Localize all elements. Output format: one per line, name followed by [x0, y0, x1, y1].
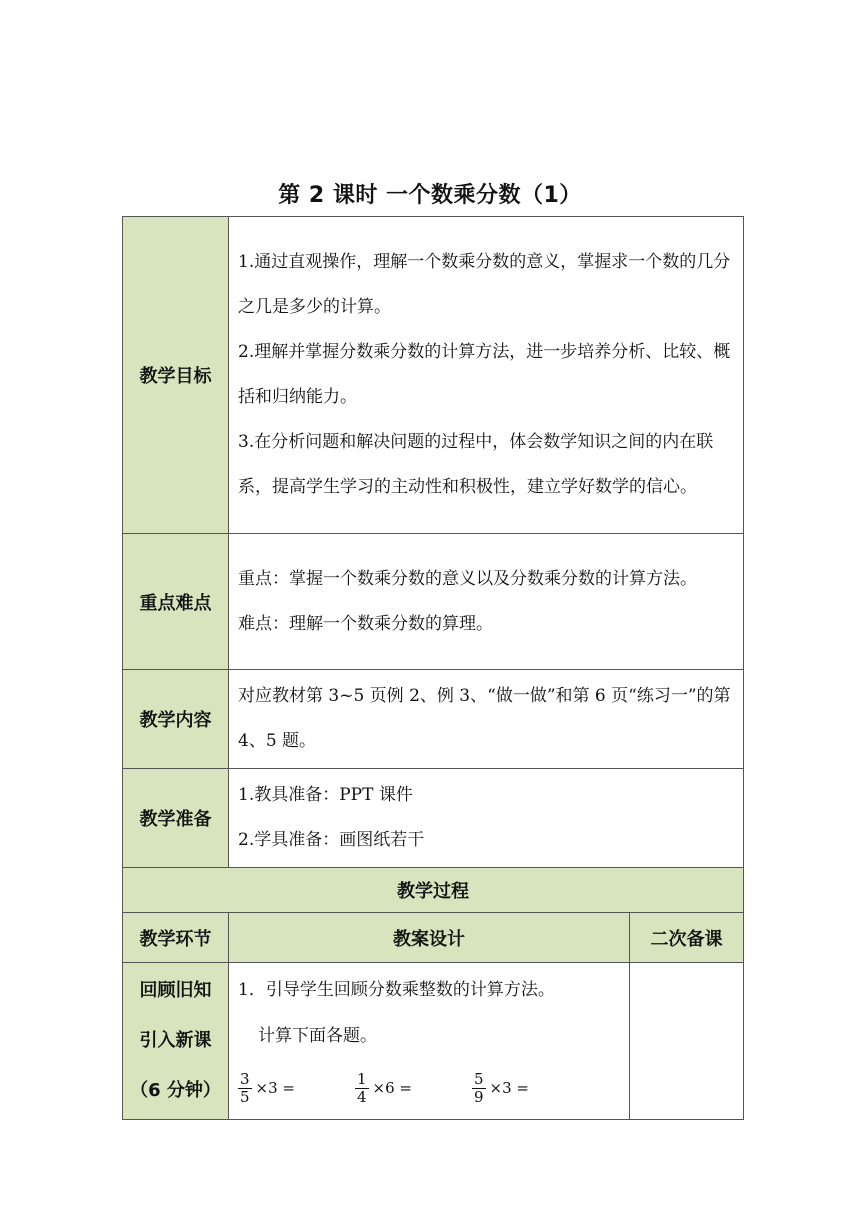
- objective-2: 2.理解并掌握分数乘分数的计算方法，进一步培养分析、比较、概括和归纳能力。: [238, 342, 731, 407]
- stage-task: 计算下面各题。: [258, 1026, 377, 1046]
- content-row: [123, 670, 744, 769]
- keypoints-content: [229, 534, 744, 670]
- stage-label-line-1: 回顾旧知: [139, 980, 212, 1001]
- expression-rest: ×3 =: [489, 1079, 529, 1097]
- page-title: 第 2 课时 一个数乘分数（1）: [278, 183, 582, 208]
- keypoint-difficulty: 难点：理解一个数乘分数的算理。: [238, 613, 493, 634]
- expression-rest: ×3 =: [255, 1079, 295, 1097]
- content-line: 对应教材第 3~5 页例 2、例 3、“做一做”和第 6 页“练习一”的第 4、5 题。: [238, 686, 731, 751]
- denominator: 9: [474, 1087, 484, 1106]
- stage-instruction: 1．引导学生回顾分数乘整数的计算方法。: [238, 980, 555, 1000]
- objective-3: 3.在分析问题和解决问题的过程中，体会数学知识之间的内在联系，提高学生学习的主动性和积极性，建立学好数学的信心。: [238, 432, 714, 497]
- stage-label: [123, 963, 229, 1120]
- expression-rest: ×6 =: [372, 1079, 412, 1097]
- prep-content: [229, 769, 744, 868]
- column-design: 教案设计: [229, 913, 630, 963]
- objectives-label: 教学目标: [123, 217, 229, 534]
- lesson-plan-table: [122, 216, 744, 1120]
- denominator: 5: [240, 1087, 250, 1106]
- exercise-3: [472, 1065, 529, 1111]
- process-columns-row: [123, 913, 744, 963]
- process-heading: 教学过程: [123, 868, 744, 913]
- content-text: [229, 670, 744, 769]
- objective-1: 1.通过直观操作，理解一个数乘分数的意义，掌握求一个数的几分之几是多少的计算。: [238, 252, 731, 317]
- numerator: 1: [357, 1069, 367, 1088]
- stage-label-line-2: 引入新课: [139, 1030, 212, 1051]
- stage-design: [229, 963, 630, 1120]
- prep-row: [123, 769, 744, 868]
- denominator: 4: [357, 1087, 367, 1106]
- fraction: [472, 1071, 486, 1106]
- numerator: 5: [474, 1069, 484, 1088]
- exercise-row: [238, 1065, 621, 1111]
- fraction: [238, 1071, 252, 1106]
- fraction: [355, 1071, 369, 1106]
- prep-label: 教学准备: [123, 769, 229, 868]
- column-stage: 教学环节: [123, 913, 229, 963]
- column-revision: 二次备课: [630, 913, 744, 963]
- numerator: 3: [240, 1069, 250, 1088]
- process-heading-row: [123, 868, 744, 913]
- prep-student: 2.学具准备：画图纸若干: [238, 830, 425, 850]
- stage-label-line-3: （6 分钟）: [130, 1080, 221, 1101]
- content-label: 教学内容: [123, 670, 229, 769]
- objectives-row: [123, 217, 744, 534]
- prep-teacher: 1.教具准备：PPT 课件: [238, 785, 413, 805]
- keypoint-focus: 重点：掌握一个数乘分数的意义以及分数乘分数的计算方法。: [238, 568, 697, 589]
- stage-row: [123, 963, 744, 1120]
- keypoints-row: [123, 534, 744, 670]
- keypoints-label: 重点难点: [123, 534, 229, 670]
- exercise-1: [238, 1065, 295, 1111]
- stage-revision: [630, 963, 744, 1120]
- exercise-2: [355, 1065, 412, 1111]
- objectives-content: [229, 217, 744, 534]
